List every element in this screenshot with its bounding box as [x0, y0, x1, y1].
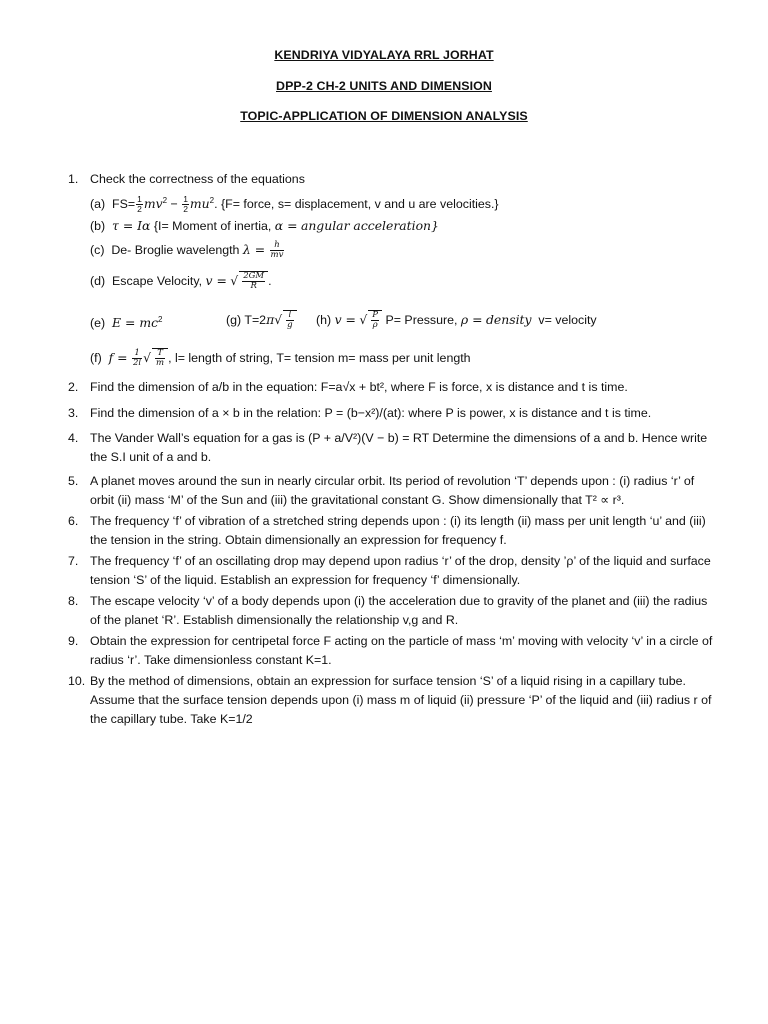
question-number: 10.	[68, 674, 86, 688]
part-h-note: P= Pressure,	[385, 313, 458, 327]
question-text: The frequency ‘f’ of vibration of a stretched string depends upon : (i) its length (ii) mass per unit length ‘u’ and (iii) the tension in the string. Obtain dimensionally an expression for frequency f.	[90, 514, 706, 547]
q1-part-h: (h) v = √ $\frac{P}{\rho}$ P= Pressure, ρ = density v= velocity	[316, 310, 597, 331]
question-number: 8.	[68, 594, 79, 608]
question-text: The escape velocity ‘v’ of a body depends upon (i) the acceleration due to gravity of the planet and (iii) the radius of the planet ‘R’. Establish dimensionally the relationship v,g and R.	[90, 594, 708, 627]
question-text: The Vander Wall’s equation for a gas is (P + a/V²)(V − b) = RT Determine the dimensions of a and b. Hence write the S.I unit of a and b.	[90, 431, 708, 464]
part-b-note: {I= Moment of inertia,	[153, 219, 272, 233]
question-number: 5.	[68, 474, 79, 488]
question-8	[68, 592, 718, 630]
q1-part-d: (d) Escape Velocity, v = √ $\frac{2GM}{R}$ .	[90, 271, 272, 292]
question-text: The frequency ‘f’ of an oscillating drop may depend upon radius ‘r’ of the drop, density ’ρ’ of the liquid and surface tension ‘S’ of the liquid. Establish an expression for frequency ‘f’ dimensionally.	[90, 554, 711, 587]
question-number: 2.	[68, 380, 79, 394]
part-a-note: {F= force, s= displacement, v and u are velocities.}	[221, 197, 499, 212]
q1-part-b: (b) τ = Iα {I= Moment of inertia, α = angular acceleration}	[90, 218, 439, 233]
part-f-note: , l= length of string, T= tension m= mass per unit length	[168, 351, 471, 365]
part-label: (c)	[90, 243, 105, 257]
part-label: (e)	[90, 316, 106, 331]
part-h-note2: density	[485, 312, 532, 327]
question-number: 1.	[68, 172, 79, 186]
question-text: By the method of dimensions, obtain an expression for surface tension ‘S’ of a liquid rising in a capillary tube. Assume that the surface tension depends upon (i) mass m of liquid (ii) pressure ‘P’ of the liquid and (iii) radius r of the capillary tube. Take K=1/2	[90, 674, 712, 726]
part-h-note3: v= velocity	[538, 313, 597, 327]
question-number: 7.	[68, 554, 79, 568]
question-number: 6.	[68, 514, 79, 528]
question-2	[68, 378, 718, 397]
part-b-note2: angular acceleration}	[300, 218, 439, 233]
question-number: 3.	[68, 406, 79, 420]
part-d-note: Escape Velocity,	[112, 274, 203, 288]
part-c-note: De- Broglie wavelength	[111, 243, 240, 257]
school-name: KENDRIYA VIDYALAYA RRL JORHAT	[274, 48, 494, 62]
q1-part-a: (a) FS= $\frac{1}{2}$ $mv^2$ − $\frac{1}{2}$ $mu^2$. {F= force, s= displacement, v and u are velocities.}	[90, 194, 499, 215]
question-5	[68, 472, 718, 510]
q1-part-f: (f) f = $\frac{1}{2l}$ √ $\frac{T}{m}$ , l= length of string, T= tension m= mass per unit length	[90, 348, 471, 369]
topic-title: TOPIC-APPLICATION OF DIMENSION ANALYSIS	[240, 109, 528, 123]
question-6	[68, 512, 718, 550]
q1-part-g: (g) T=2π√ $\frac{l}{g}$	[226, 310, 297, 330]
question-1	[68, 170, 718, 189]
q1-part-c: (c) De- Broglie wavelength λ = $\frac{h}{mv}$	[90, 240, 284, 261]
question-number: 4.	[68, 431, 79, 445]
part-label: (d)	[90, 274, 106, 288]
question-text: Find the dimension of a/b in the equation: F=a√x + bt², where F is force, x is distance and t is time.	[90, 380, 628, 394]
dpp-title: DPP-2 CH-2 UNITS AND DIMENSION	[276, 79, 492, 93]
question-number: 9.	[68, 634, 79, 648]
question-10	[68, 672, 718, 729]
part-label: (h)	[316, 313, 332, 327]
question-4	[68, 429, 718, 467]
part-label: (b)	[90, 219, 106, 233]
part-label: (f)	[90, 351, 102, 365]
question-text: A planet moves around the sun in nearly circular orbit. Its period of revolution ‘T’ depends upon : (i) radius ‘r’ of orbit (ii) mass ‘M’ of the Sun and (iii) the gravitational constant G. Show dimensionally that T² ∝ r³.	[90, 474, 695, 507]
question-text: Obtain the expression for centripetal force F acting on the particle of mass ‘m’ moving with velocity ‘v’ in a circle of radius ‘r’. Take dimensionless constant K=1.	[90, 634, 713, 667]
q1-part-e: (e) $E = mc^2$	[90, 315, 163, 331]
question-7	[68, 552, 718, 590]
question-text: Check the correctness of the equations	[90, 172, 305, 186]
part-label: (g)	[226, 313, 242, 327]
question-text: Find the dimension of a × b in the relation: P = (b−x²)/(at): where P is power, x is distance and t is time.	[90, 406, 652, 420]
question-3	[68, 404, 718, 423]
part-label: (a)	[90, 197, 106, 212]
question-9	[68, 632, 718, 670]
